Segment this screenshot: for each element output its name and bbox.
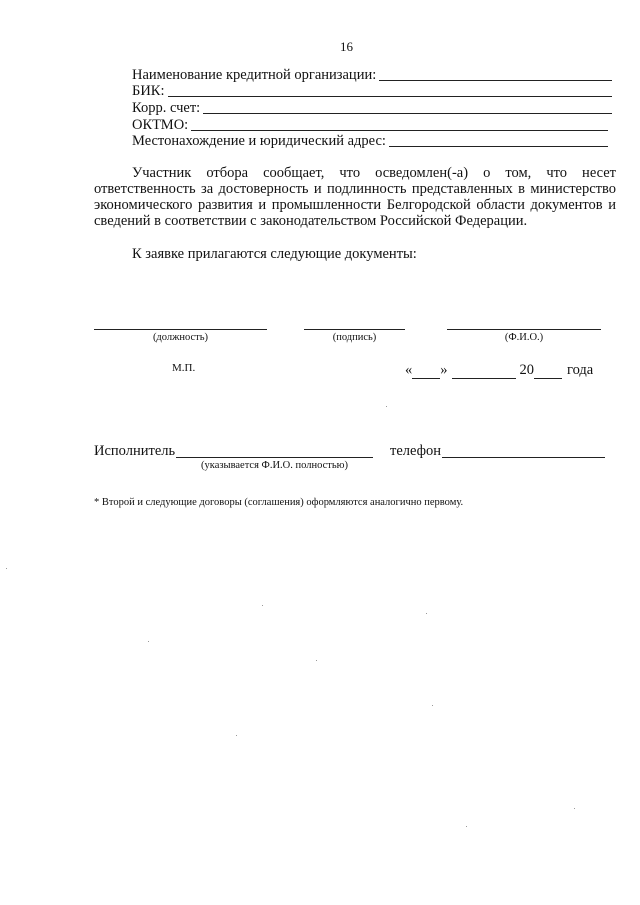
oktmo-label: ОКТМО:: [132, 117, 189, 133]
month-blank[interactable]: [452, 364, 516, 379]
position-line[interactable]: [94, 329, 267, 330]
full-name-line[interactable]: [447, 329, 601, 330]
scan-speck: [574, 808, 575, 809]
address-label: Местонахождение и юридический адрес:: [132, 133, 386, 149]
year-suffix: года: [567, 362, 594, 378]
executor-name-line[interactable]: [176, 457, 373, 458]
scan-speck: [432, 705, 433, 706]
corr-account-input-line[interactable]: [203, 113, 612, 114]
phone-label: телефон: [390, 443, 442, 459]
bik-field: [132, 82, 612, 100]
scan-speck: [386, 406, 387, 407]
scan-speck: [262, 605, 263, 606]
footnote: * Второй и следующие договоры (соглашения) оформляются аналогично первому.: [94, 497, 464, 508]
date-row: [405, 362, 593, 379]
position-caption: (должность): [152, 332, 209, 343]
bank-name-input-line[interactable]: [379, 80, 612, 81]
executor-caption: (указывается Ф.И.О. полностью): [201, 460, 348, 471]
date-open-quote: «: [405, 362, 413, 378]
scan-speck: [316, 660, 317, 661]
liability-statement: Участник отбора сообщает, что осведомлен(-а) о том, что несет ответственность за достоверность и подлинность представленных в министерство экономического развития и промышленности Белгородской области документов и сведений в соответствии с законодательством Российской Федерации.: [94, 165, 616, 229]
scan-speck: [426, 613, 427, 614]
attachments-label: К заявке прилагаются следующие документы:: [132, 246, 417, 262]
scan-speck: [6, 568, 7, 569]
executor-label: Исполнитель: [94, 443, 176, 459]
phone-line[interactable]: [442, 457, 605, 458]
stamp-label: М.П.: [172, 362, 196, 374]
scan-speck: [236, 735, 237, 736]
scan-speck: [148, 641, 149, 642]
year-prefix: 20: [519, 362, 534, 378]
page-number: 16: [340, 39, 353, 54]
bik-input-line[interactable]: [168, 96, 613, 97]
oktmo-input-line[interactable]: [191, 130, 608, 131]
address-field: [132, 132, 608, 150]
day-blank[interactable]: [412, 364, 440, 379]
address-input-line[interactable]: [389, 146, 608, 147]
full-name-caption: (Ф.И.О.): [504, 332, 544, 343]
bik-label: БИК:: [132, 83, 165, 99]
bank-name-label: Наименование кредитной организации:: [132, 67, 377, 83]
corr-account-label: Корр. счет:: [132, 100, 201, 116]
scan-speck: [466, 826, 467, 827]
date-close-quote: »: [440, 362, 448, 378]
signature-line[interactable]: [304, 329, 405, 330]
signature-caption: (подпись): [332, 332, 377, 343]
corr-account-field: [132, 99, 612, 117]
year-blank[interactable]: [534, 364, 562, 379]
